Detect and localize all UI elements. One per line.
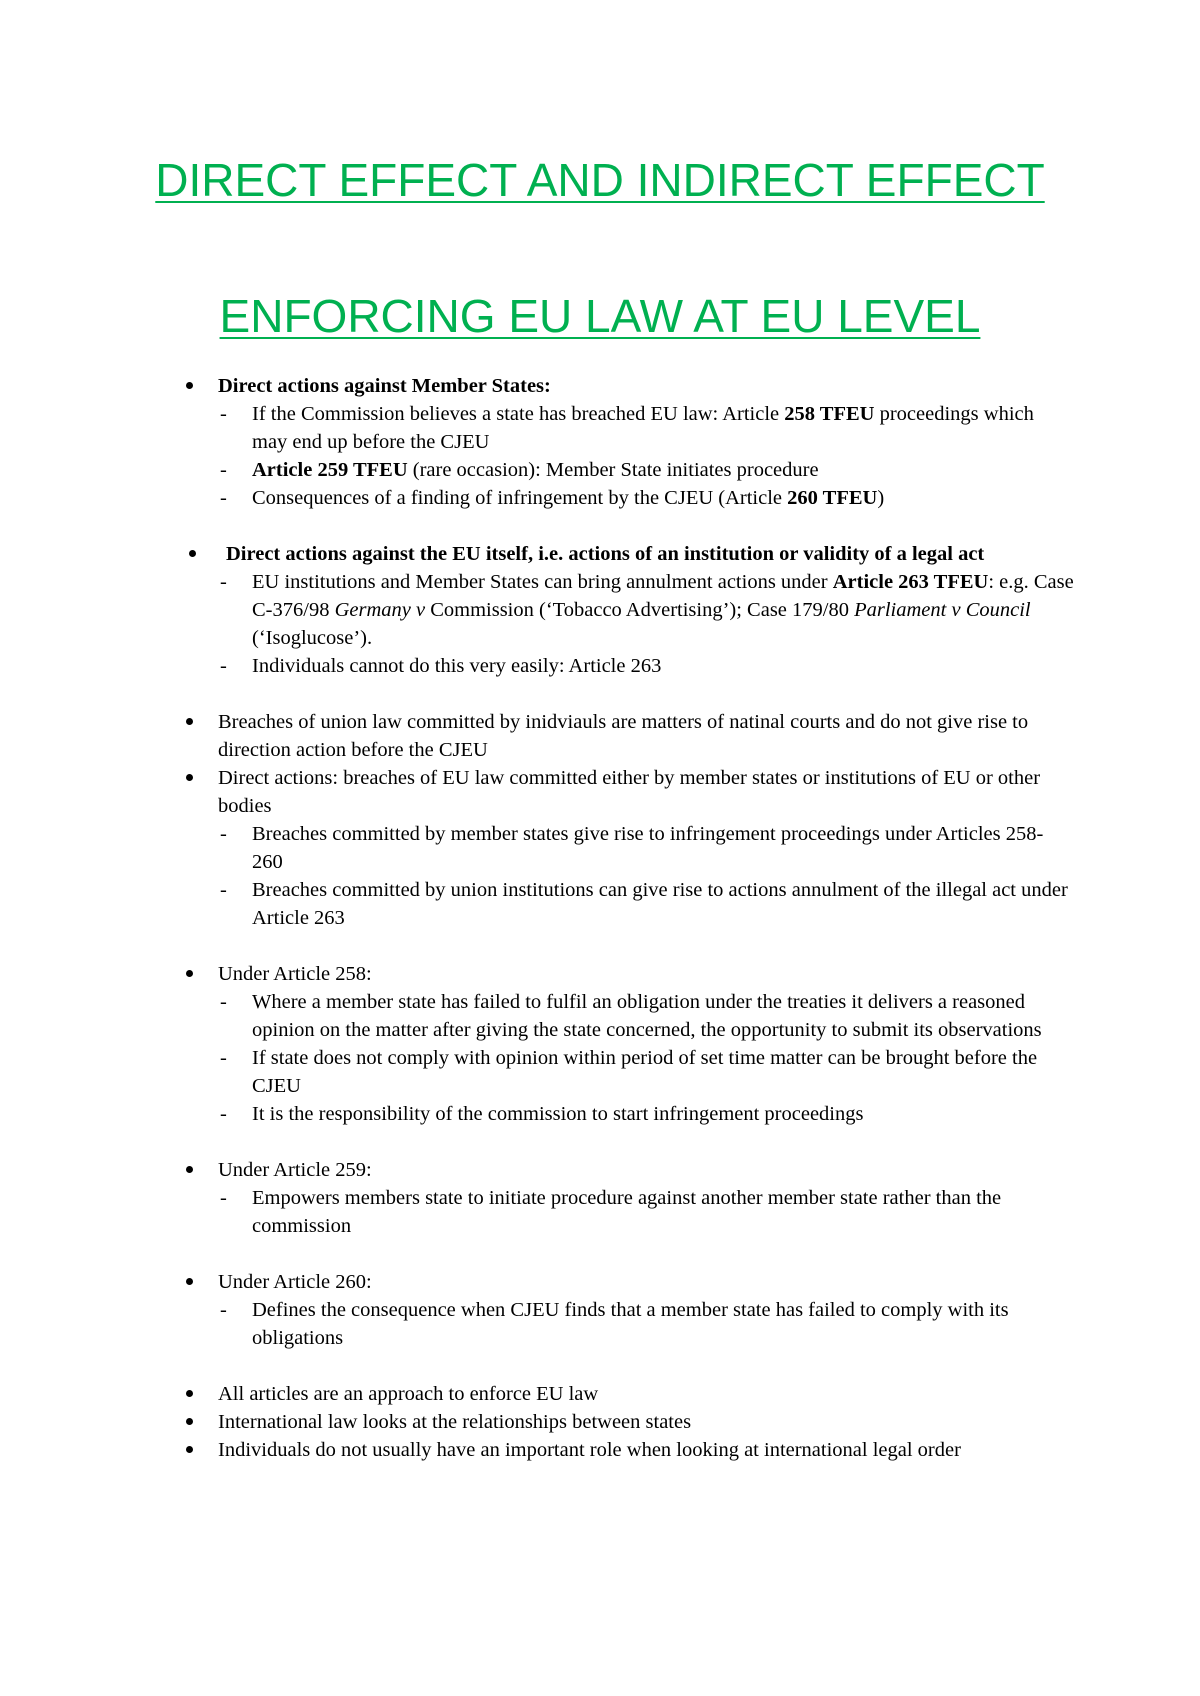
bullet-heading: Direct actions against the EU itself, i.e. actions of an institution or validity of a legal act <box>184 540 1074 568</box>
section-summary <box>184 1380 1074 1464</box>
dash-item: - Consequences of a finding of infringement by the CJEU (Article 260 TFEU) <box>184 484 1074 512</box>
notes-body <box>184 372 1074 1464</box>
bullet-item: Under Article 260: <box>184 1268 1074 1296</box>
dash-item: - Empowers members state to initiate procedure against another member state rather than the commission <box>184 1184 1074 1240</box>
section-article-258 <box>184 960 1074 1128</box>
dash-item: - Breaches committed by union institutions can give rise to actions annulment of the illegal act under Article 263 <box>184 876 1074 932</box>
dash-item: - It is the responsibility of the commission to start infringement proceedings <box>184 1100 1074 1128</box>
dash-item: - EU institutions and Member States can bring annulment actions under Article 263 TFEU: e.g. Case C-376/98 Germany v Commission (‘Tobacco Advertising’); Case 179/80 Parliament v Council (‘Isoglucose’). <box>184 568 1074 652</box>
bullet-item: Under Article 259: <box>184 1156 1074 1184</box>
section-article-260 <box>184 1268 1074 1352</box>
bullet-item: All articles are an approach to enforce EU law <box>184 1380 1074 1408</box>
dash-item: - If the Commission believes a state has breached EU law: Article 258 TFEU proceedings which may end up before the CJEU <box>184 400 1074 456</box>
section-article-259 <box>184 1156 1074 1240</box>
dash-item: - Article 259 TFEU (rare occasion): Member State initiates procedure <box>184 456 1074 484</box>
section-breaches <box>184 708 1074 932</box>
bullet-item: Breaches of union law committed by inidviauls are matters of natinal courts and do not give rise to direction action before the CJEU <box>184 708 1074 764</box>
bullet-heading: Direct actions against Member States: <box>184 372 1074 400</box>
bullet-item: Direct actions: breaches of EU law committed either by member states or institutions of EU or other bodies <box>184 764 1074 820</box>
section-direct-actions-eu <box>184 540 1074 680</box>
document-title: DIRECT EFFECT AND INDIRECT EFFECT <box>155 154 1045 206</box>
dash-item: - Defines the consequence when CJEU finds that a member state has failed to comply with its obligations <box>184 1296 1074 1352</box>
bullet-item: Individuals do not usually have an important role when looking at international legal order <box>184 1436 1074 1464</box>
dash-item: - Where a member state has failed to fulfil an obligation under the treaties it delivers a reasoned opinion on the matter after giving the state concerned, the opportunity to submit its observations <box>184 988 1074 1044</box>
dash-item: - Individuals cannot do this very easily: Article 263 <box>184 652 1074 680</box>
bullet-item: International law looks at the relationships between states <box>184 1408 1074 1436</box>
dash-item: - Breaches committed by member states give rise to infringement proceedings under Articles 258-260 <box>184 820 1074 876</box>
dash-item: - If state does not comply with opinion within period of set time matter can be brought before the CJEU <box>184 1044 1074 1100</box>
section-direct-actions-member-states <box>184 372 1074 512</box>
document-subtitle: ENFORCING EU LAW AT EU LEVEL <box>219 290 981 342</box>
bullet-item: Under Article 258: <box>184 960 1074 988</box>
